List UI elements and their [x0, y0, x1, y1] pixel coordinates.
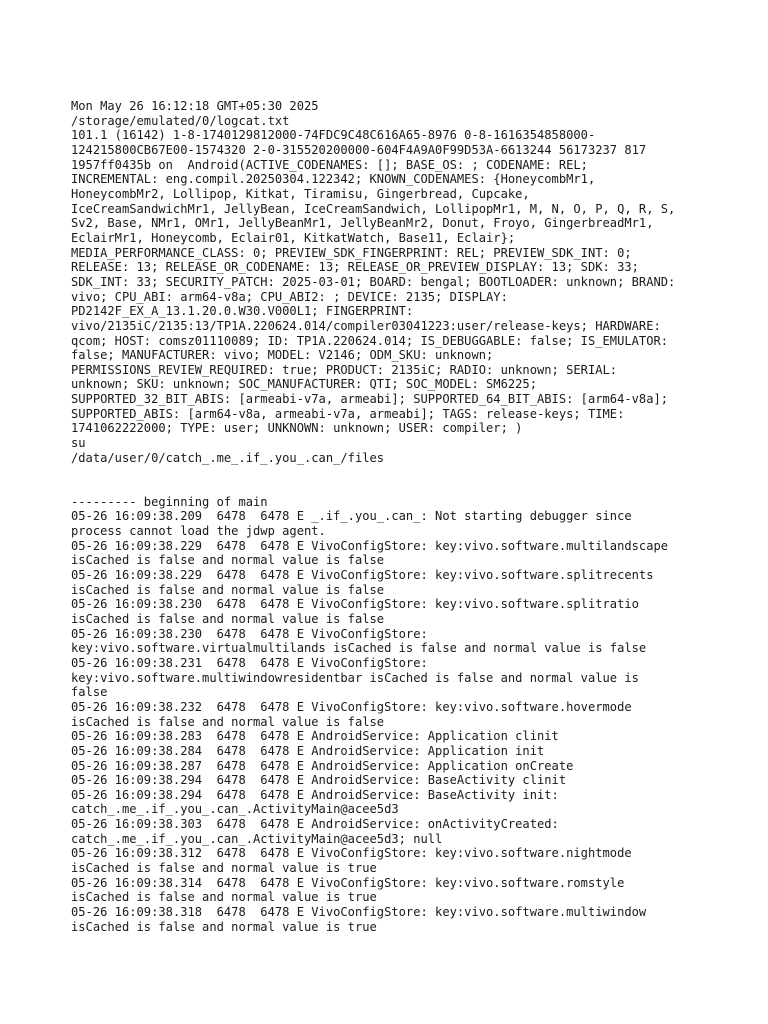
blank-line [71, 480, 711, 495]
log-section-header: --------- beginning of main [71, 494, 268, 509]
log-line: false [71, 685, 108, 700]
log-line: isCached is false and normal value is false [71, 611, 385, 626]
device-info-line: 101.1 (16142) 1-8-1740129812000-74FDC9C48C616A65-8976 0-8-1616354858000- [71, 128, 596, 143]
log-line: 05-26 16:09:38.312 6478 6478 E VivoConfigStore: key:vivo.software.nightmode [71, 846, 632, 861]
device-info-line: vivo/2135iC/2135:13/TP1A.220624.014/compiler03041223:user/release-keys; HARDWARE: [71, 318, 661, 333]
log-line: 05-26 16:09:38.314 6478 6478 E VivoConfigStore: key:vivo.software.romstyle [71, 875, 625, 890]
device-info-line: IceCreamSandwichMr1, JellyBean, IceCreamSandwich, LollipopMr1, M, N, O, P, Q, R, S, [71, 201, 676, 216]
timestamp: Mon May 26 16:12:18 GMT+05:30 2025 [71, 99, 319, 113]
log-line: isCached is false and normal value is false [71, 553, 385, 568]
log-line: isCached is false and normal value is true [71, 890, 377, 905]
logcat-document [71, 99, 711, 934]
log-line: 05-26 16:09:38.209 6478 6478 E _.if_.you_.can_: Not starting debugger since [71, 509, 632, 524]
device-info-line: qcom; HOST: comsz01110089; ID: TP1A.220624.014; IS_DEBUGGABLE: false; IS_EMULATOR: [71, 333, 669, 348]
log-line: 05-26 16:09:38.294 6478 6478 E AndroidService: BaseActivity init: [71, 787, 559, 802]
device-info-line: 1957ff0435b on Android(ACTIVE_CODENAMES: []; BASE_OS: ; CODENAME: REL; [71, 157, 588, 172]
log-line: 05-26 16:09:38.231 6478 6478 E VivoConfigStore: [71, 655, 428, 670]
device-info-block [71, 128, 711, 436]
log-line: process cannot load the jdwp agent. [71, 524, 326, 538]
log-line: 05-26 16:09:38.318 6478 6478 E VivoConfigStore: key:vivo.software.multiwindow [71, 905, 647, 920]
files-dir-path: /data/user/0/catch_.me_.if_.you_.can_/files [71, 450, 385, 465]
device-info-line: HoneycombMr2, Lollipop, Kitkat, Tiramisu, Gingerbread, Cupcake, [71, 186, 530, 201]
blank-line [71, 465, 711, 480]
log-line: 05-26 16:09:38.230 6478 6478 E VivoConfigStore: [71, 626, 428, 641]
device-info-line: RELEASE: 13; RELEASE_OR_CODENAME: 13; RELEASE_OR_PREVIEW_DISPLAY: 13; SDK: 33; [71, 260, 639, 275]
device-info-line: PD2142F_EX_A_13.1.20.0.W30.V000L1; FINGERPRINT: [71, 304, 414, 319]
log-line: 05-26 16:09:38.283 6478 6478 E AndroidService: Application clinit [71, 729, 559, 744]
log-line: 05-26 16:09:38.303 6478 6478 E AndroidService: onActivityCreated: [71, 817, 559, 832]
log-line: 05-26 16:09:38.294 6478 6478 E AndroidService: BaseActivity clinit [71, 773, 567, 788]
device-info-line: false; MANUFACTURER: vivo; MODEL: V2146; ODM_SKU: unknown; [71, 348, 494, 363]
device-info-line: vivo; CPU_ABI: arm64-v8a; CPU_ABI2: ; DEVICE: 2135; DISPLAY: [71, 289, 508, 304]
device-info-line: INCREMENTAL: eng.compil.20250304.122342; KNOWN_CODENAMES: {HoneycombMr1, [71, 172, 596, 187]
device-info-line: 124215800CB67E00-1574320 2-0-315520200000-604F4A9A0F99D53A-6613244 56173237 817 [71, 142, 647, 157]
device-info-line: unknown; SKU: unknown; SOC_MANUFACTURER: QTI; SOC_MODEL: SM6225; [71, 377, 537, 392]
device-info-line: PERMISSIONS_REVIEW_REQUIRED: true; PRODUCT: 2135iC; RADIO: unknown; SERIAL: [71, 362, 618, 377]
log-line: isCached is false and normal value is true [71, 861, 377, 876]
su-command: su [71, 436, 86, 451]
device-info-line: EclairMr1, Honeycomb, Eclair01, KitkatWatch, Base11, Eclair}; [71, 230, 516, 245]
device-info-line: MEDIA_PERFORMANCE_CLASS: 0; PREVIEW_SDK_FINGERPRINT: REL; PREVIEW_SDK_INT: 0; [71, 245, 632, 260]
log-line: 05-26 16:09:38.284 6478 6478 E AndroidService: Application init [71, 743, 545, 758]
device-info-line: SUPPORTED_ABIS: [arm64-v8a, armeabi-v7a, armeabi]; TAGS: release-keys; TIME: [71, 406, 625, 421]
log-line: 05-26 16:09:38.232 6478 6478 E VivoConfigStore: key:vivo.software.hovermode [71, 699, 632, 714]
file-path: /storage/emulated/0/logcat.txt [71, 113, 290, 128]
log-line: isCached is false and normal value is false [71, 582, 385, 597]
log-line: key:vivo.software.virtualmultilands isCached is false and normal value is false [71, 641, 647, 656]
log-line: 05-26 16:09:38.229 6478 6478 E VivoConfigStore: key:vivo.software.multilandscape [71, 538, 669, 553]
device-info-line: SUPPORTED_32_BIT_ABIS: [armeabi-v7a, armeabi]; SUPPORTED_64_BIT_ABIS: [arm64-v8a]; [71, 392, 669, 407]
log-line: 05-26 16:09:38.287 6478 6478 E AndroidService: Application onCreate [71, 758, 574, 773]
log-line: isCached is false and normal value is false [71, 714, 385, 729]
device-info-line: 1741062222000; TYPE: user; UNKNOWN: unknown; USER: compiler; ) [71, 421, 523, 436]
log-line: catch_.me_.if_.you_.can_.ActivityMain@acee5d3; null [71, 831, 443, 846]
log-lines [71, 509, 711, 934]
device-info-line: Sv2, Base, NMr1, OMr1, JellyBeanMr1, JellyBeanMr2, Donut, Froyo, GingerbreadMr1, [71, 216, 654, 231]
log-line: catch_.me_.if_.you_.can_.ActivityMain@acee5d3 [71, 802, 399, 817]
log-line: 05-26 16:09:38.229 6478 6478 E VivoConfigStore: key:vivo.software.splitrecents [71, 567, 654, 582]
log-line: 05-26 16:09:38.230 6478 6478 E VivoConfigStore: key:vivo.software.splitratio [71, 597, 639, 612]
device-info-line: SDK_INT: 33; SECURITY_PATCH: 2025-03-01; BOARD: bengal; BOOTLOADER: unknown; BRAND: [71, 274, 676, 289]
log-line: key:vivo.software.multiwindowresidentbar isCached is false and normal value is [71, 670, 639, 685]
log-line: isCached is false and normal value is true [71, 919, 377, 934]
